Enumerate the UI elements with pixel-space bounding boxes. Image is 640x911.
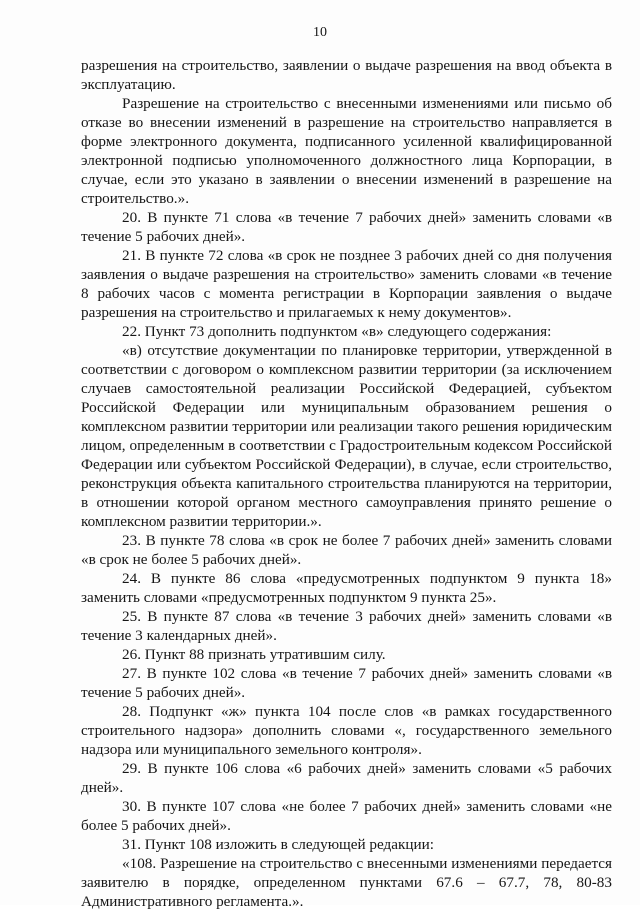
- paragraph-item-21: 21. В пункте 72 слова «в срок не позднее 3 рабочих дней со дня получения заявления о выдаче разрешения на строительство» заменить словами «в течение 8 рабочих часов с момента регистрации в Корпорации заявления о выдаче разрешения на строительство и прилагаемых к нему документов».: [81, 247, 612, 321]
- paragraph-item-30: 30. В пункте 107 слова «не более 7 рабочих дней» заменить словами «не более 5 рабочих дней».: [81, 798, 612, 834]
- paragraph-item-26: 26. Пункт 88 признать утратившим силу.: [122, 646, 386, 663]
- paragraph-item-27: 27. В пункте 102 слова «в течение 7 рабочих дней» заменить словами «в течение 5 рабочих дней».: [81, 665, 612, 701]
- paragraph-item-108: «108. Разрешение на строительство с внесенными изменениями передается заявителю в порядке, определенном пунктами 67.6 – 67.7, 78, 80-83 Административного регламента.».: [81, 855, 612, 910]
- paragraph-item-24: 24. В пункте 86 слова «предусмотренных подпунктом 9 пункта 18» заменить словами «предусмотренных подпунктом 9 пункта 25».: [81, 570, 612, 606]
- paragraph-item-28: 28. Подпункт «ж» пункта 104 после слов «в рамках государственного строительного надзора» дополнить словами «, государственного земельного надзора или муниципального земельного контроля».: [81, 703, 612, 758]
- paragraph-item-20: 20. В пункте 71 слова «в течение 7 рабочих дней» заменить словами «в течение 5 рабочих дней».: [81, 209, 612, 245]
- document-body: [81, 56, 612, 911]
- paragraph-item-31: 31. Пункт 108 изложить в следующей редакции:: [122, 836, 435, 853]
- page-number: 10: [313, 25, 327, 40]
- paragraph-item-25: 25. В пункте 87 слова «в течение 3 рабочих дней» заменить словами «в течение 3 календарных дней».: [81, 608, 612, 644]
- paragraph-continuation: разрешения на строительство, заявлении о выдаче разрешения на ввод объекта в эксплуатацию.: [81, 57, 612, 93]
- paragraph-item-29: 29. В пункте 106 слова «6 рабочих дней» заменить словами «5 рабочих дней».: [81, 760, 612, 796]
- paragraph-item-23: 23. В пункте 78 слова «в срок не более 7 рабочих дней» заменить словами «в срок не более 5 рабочих дней».: [81, 532, 612, 568]
- paragraph-permit-electronic: Разрешение на строительство с внесенными изменениями или письмо об отказе во внесении изменений в разрешение на строительство направляется в форме электронного документа, подписанного усиленной квалифицированной электронной подписью уполномоченного должностного лица Корпорации, в случае, если это указано в заявлении о внесении изменений в разрешение на строительство.».: [81, 95, 612, 207]
- paragraph-item-22: 22. Пункт 73 дополнить подпунктом «в» следующего содержания:: [122, 323, 552, 340]
- paragraph-subitem-v: «в) отсутствие документации по планировке территории, утвержденной в соответствии с договором о комплексном развитии территории (за исключением случаев самостоятельной реализации Российской Федерацией, субъектом Российской Федерации или муниципальным образованием решения о комплексном развитии территории или реализации такого решения юридическим лицом, определенным в соответствии с Градостроительным кодексом Российской Федерации или субъектом Российской Федерации), в случае, если строительство, реконструкция объекта капитального строительства планируются на территории, в отношении которой органом местного самоуправления принято решение о комплексном развитии территории.».: [81, 342, 612, 530]
